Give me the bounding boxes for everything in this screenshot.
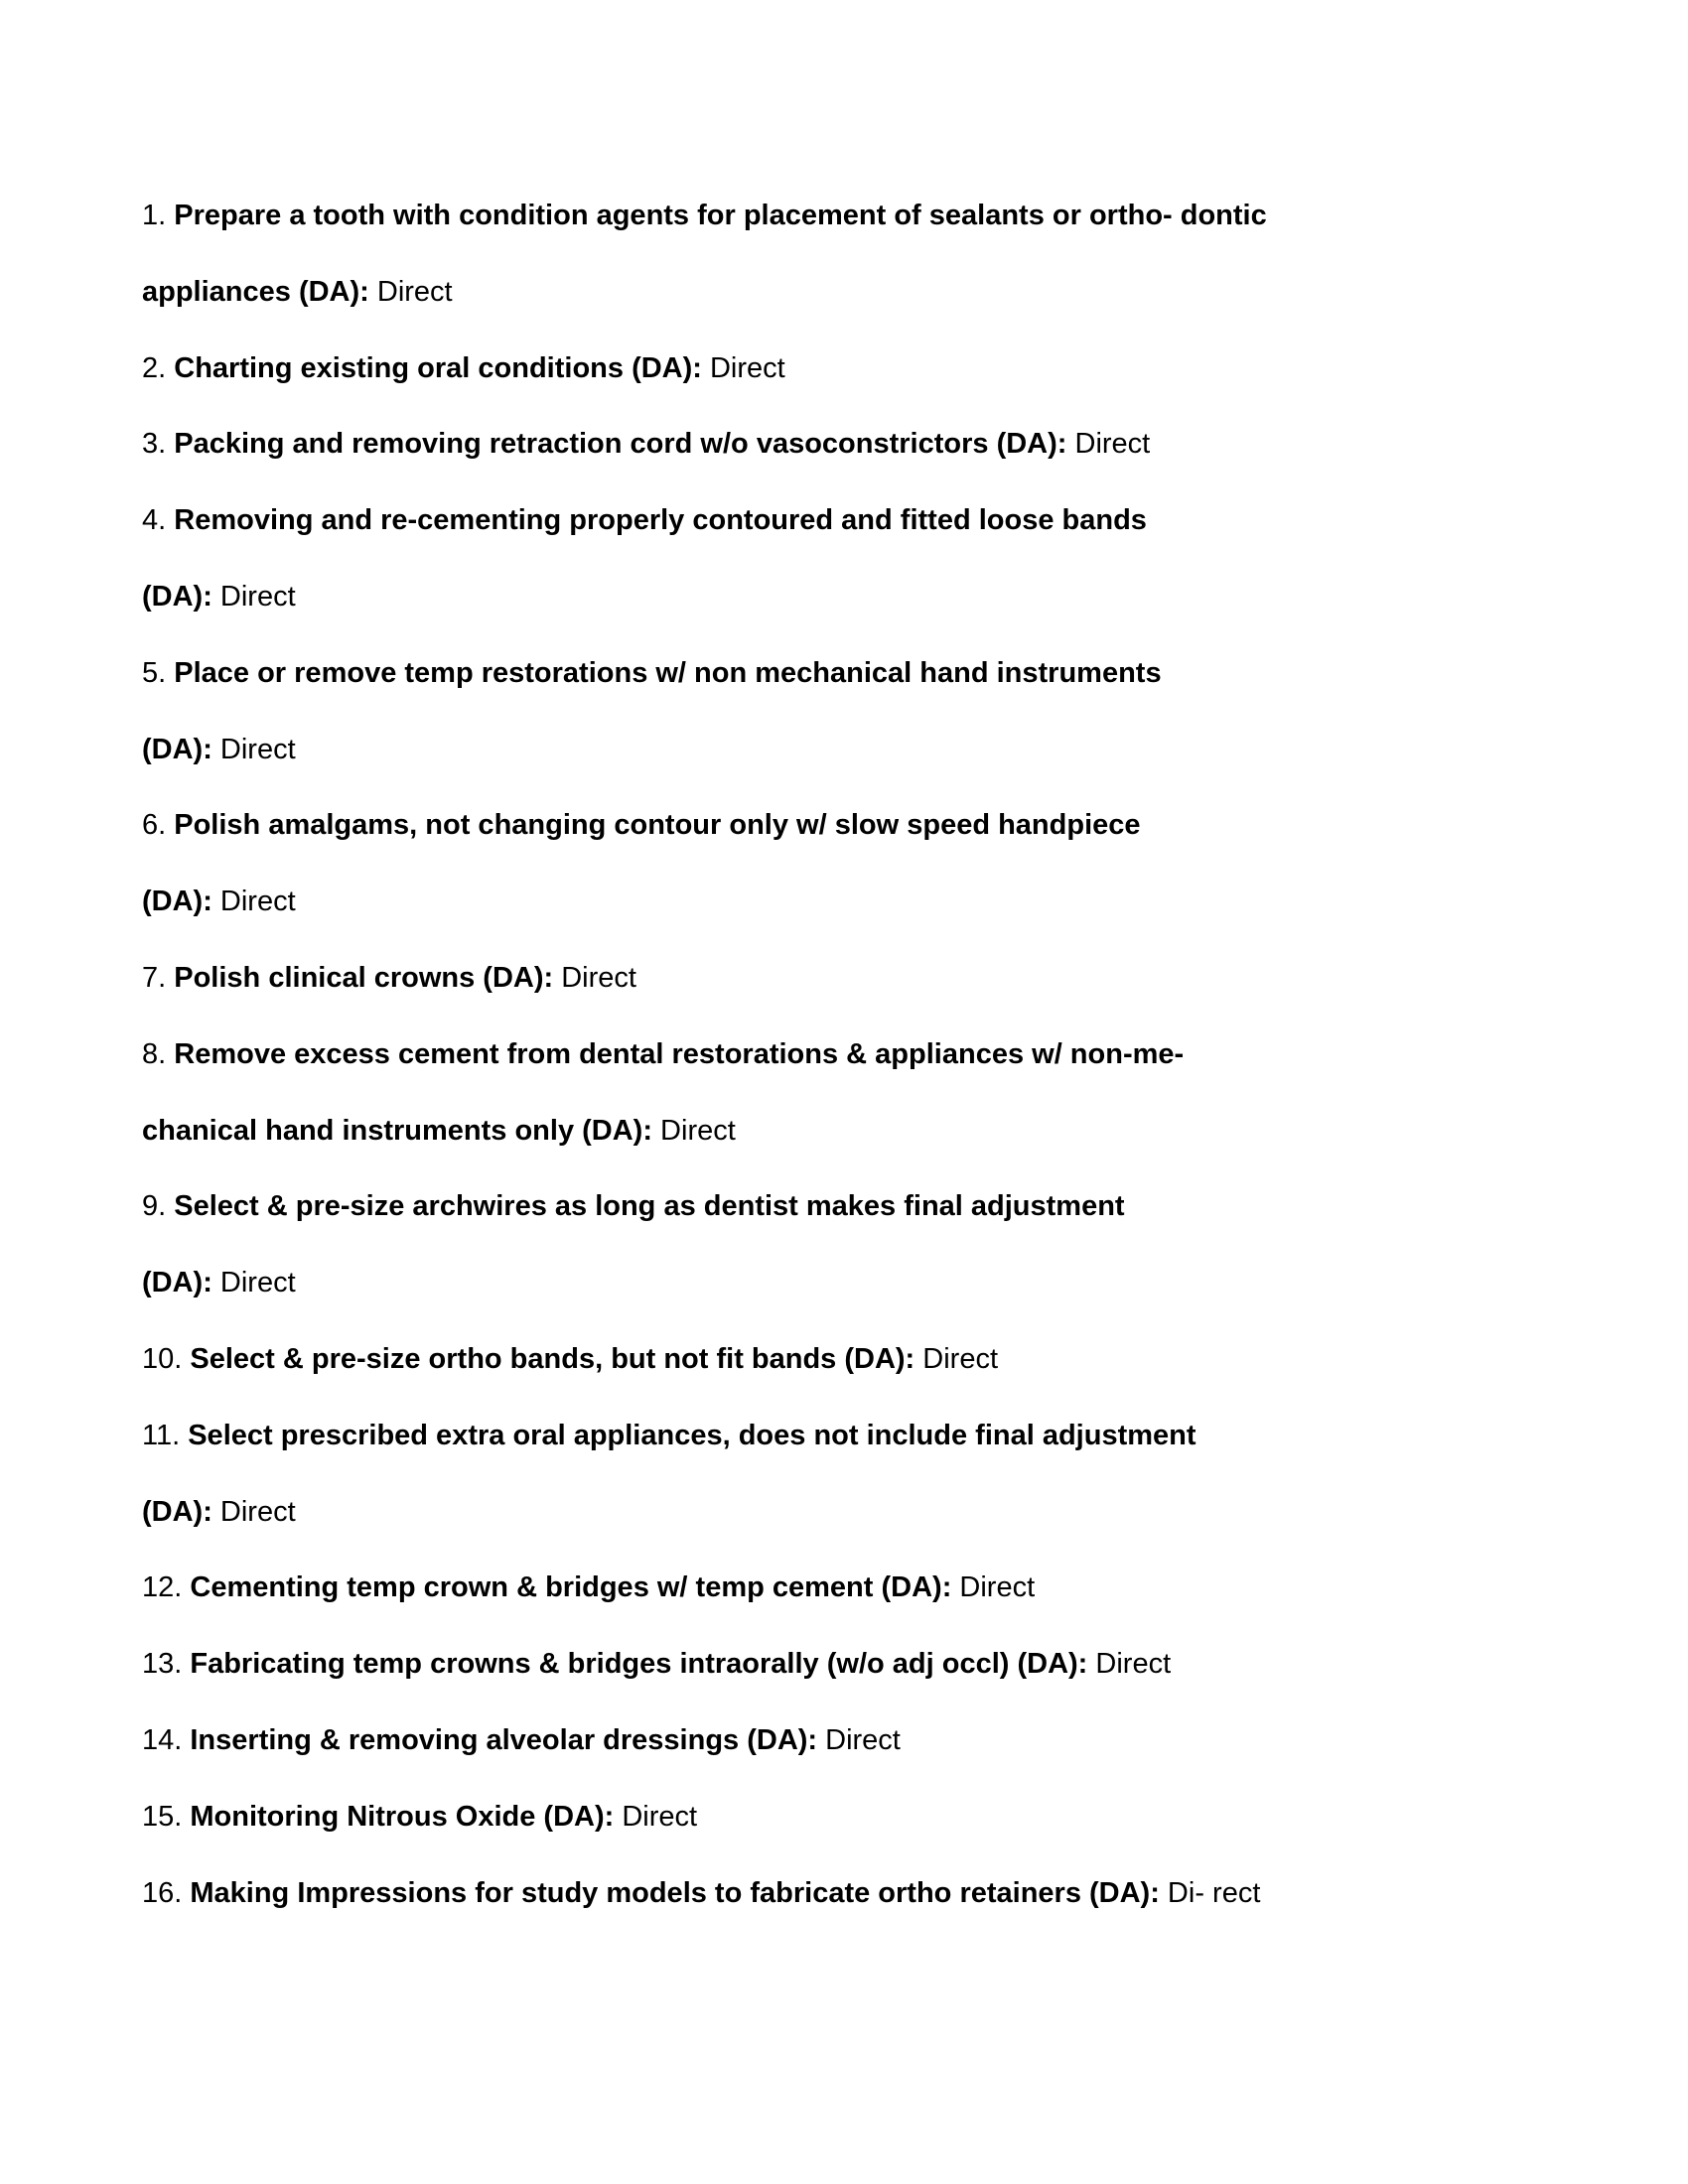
document-line xyxy=(142,331,1592,407)
line-text-bold: (DA): xyxy=(142,1495,212,1528)
line-text-bold: (DA): xyxy=(142,580,212,613)
line-text-regular: Direct xyxy=(211,886,296,918)
document-line xyxy=(142,1550,1592,1626)
line-text-bold: Select prescribed extra oral appliances, does not include final adjustment xyxy=(188,1419,1196,1451)
line-text-bold: Prepare a tooth with condition agents for placement of sealants or ortho- dontic xyxy=(174,200,1267,231)
line-text-regular: Direct xyxy=(553,961,636,994)
document-line xyxy=(142,1779,1592,1855)
line-text-bold: Place or remove temp restorations w/ non mechanical hand instruments xyxy=(174,656,1162,689)
document-line xyxy=(142,178,1592,254)
line-text-regular: 16. xyxy=(142,1876,191,1909)
document-line xyxy=(142,787,1592,864)
line-text-regular: Direct xyxy=(951,1571,1036,1604)
document-line xyxy=(142,864,1592,940)
document-line xyxy=(142,635,1592,712)
line-text-bold: Removing and re-cementing properly contoured and fitted loose bands xyxy=(174,504,1147,537)
document-line xyxy=(142,406,1592,482)
document-line xyxy=(142,1093,1592,1169)
line-text-regular: 6. xyxy=(142,809,175,842)
line-text-regular: Di- rect xyxy=(1159,1876,1261,1909)
line-text-regular: 9. xyxy=(142,1190,175,1223)
line-text-regular: 11. xyxy=(142,1419,189,1451)
line-text-bold: Polish amalgams, not changing contour only w/ slow speed handpiece xyxy=(174,809,1141,842)
line-text-regular: 4. xyxy=(142,504,175,537)
line-text-regular: Direct xyxy=(211,580,296,613)
line-text-bold: Fabricating temp crowns & bridges intraorally (w/o adj occl) (DA): xyxy=(190,1648,1088,1681)
line-text-bold: Monitoring Nitrous Oxide (DA): xyxy=(190,1800,615,1833)
document-line xyxy=(142,559,1592,635)
line-text-regular: 3. xyxy=(142,428,175,461)
line-text-regular: 13. xyxy=(142,1648,191,1681)
line-text-bold: Select & pre-size ortho bands, but not fit bands (DA): xyxy=(190,1342,915,1375)
line-text-regular: Direct xyxy=(652,1114,736,1147)
line-text-regular: 2. xyxy=(142,351,175,384)
document-line xyxy=(142,712,1592,788)
line-text-bold: Making Impressions for study models to fabricate ortho retainers (DA): xyxy=(190,1876,1160,1909)
line-text-regular: 10. xyxy=(142,1342,191,1375)
line-text-bold: Packing and removing retraction cord w/o vasoconstrictors (DA): xyxy=(174,428,1067,461)
document-line xyxy=(142,1245,1592,1321)
line-text-bold: (DA): xyxy=(142,733,212,765)
line-text-regular: Direct xyxy=(211,1495,296,1528)
line-text-regular: Direct xyxy=(368,275,453,308)
document-line xyxy=(142,1855,1592,1932)
line-text-regular: 7. xyxy=(142,961,175,994)
document-line xyxy=(142,1626,1592,1703)
document-line xyxy=(142,482,1592,559)
line-text-bold: Polish clinical crowns (DA): xyxy=(174,961,554,994)
line-text-bold: chanical hand instruments only (DA): xyxy=(142,1114,652,1147)
line-text-bold: Select & pre-size archwires as long as dentist makes final adjustment xyxy=(174,1190,1125,1223)
document-lines xyxy=(142,178,1592,1931)
document-line xyxy=(142,940,1592,1017)
line-text-regular: 8. xyxy=(142,1037,175,1070)
document-line xyxy=(142,1168,1592,1245)
line-text-bold: Charting existing oral conditions (DA): xyxy=(174,351,702,384)
document-line xyxy=(142,1703,1592,1779)
line-text-bold: appliances (DA): xyxy=(142,275,369,308)
line-text-regular: Direct xyxy=(701,351,785,384)
document-line xyxy=(142,1321,1592,1398)
line-text-regular: Direct xyxy=(914,1342,999,1375)
line-text-regular: Direct xyxy=(1066,428,1151,461)
line-text-bold: Cementing temp crown & bridges w/ temp cement (DA): xyxy=(190,1571,952,1604)
line-text-regular: 5. xyxy=(142,656,175,689)
line-text-regular: Direct xyxy=(817,1723,901,1756)
line-text-regular: 12. xyxy=(142,1571,191,1604)
line-text-bold: (DA): xyxy=(142,1267,212,1299)
line-text-regular: Direct xyxy=(1087,1648,1172,1681)
document-line xyxy=(142,1017,1592,1093)
line-text-regular: 14. xyxy=(142,1723,191,1756)
line-text-regular: 15. xyxy=(142,1800,191,1833)
line-text-bold: Remove excess cement from dental restorations & appliances w/ non-me- xyxy=(174,1037,1185,1070)
document-line xyxy=(142,254,1592,331)
line-text-regular: Direct xyxy=(211,1267,296,1299)
line-text-regular: Direct xyxy=(614,1800,698,1833)
document-line xyxy=(142,1398,1592,1474)
line-text-bold: (DA): xyxy=(142,886,212,918)
document-line xyxy=(142,1474,1592,1551)
line-text-bold: Inserting & removing alveolar dressings (DA): xyxy=(190,1723,818,1756)
line-text-regular: 1. xyxy=(142,200,175,231)
line-text-regular: Direct xyxy=(211,733,296,765)
